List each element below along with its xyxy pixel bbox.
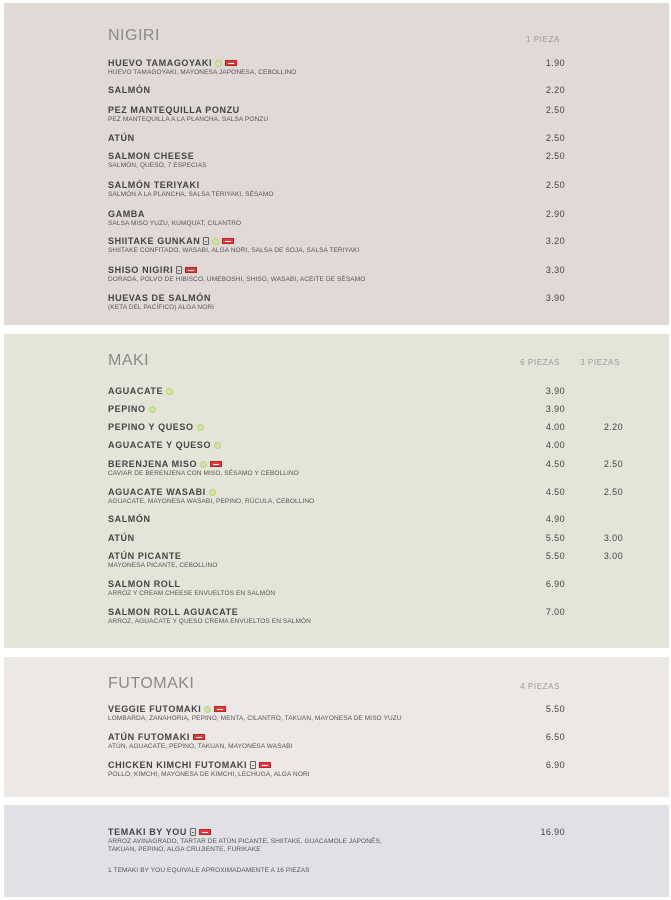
- menu-item: [108, 607, 638, 625]
- container-icon: [250, 761, 256, 769]
- item-name: HUEVO TAMAGOYAKI: [108, 58, 213, 68]
- menu-item: [108, 551, 638, 569]
- leaf-icon: [204, 706, 211, 713]
- menu-item: [108, 293, 638, 311]
- footnote: 1 TEMAKI BY YOU EQUIVALE APROXIMADAMENTE A 16 PIEZAS: [108, 867, 310, 874]
- item-name: AGUACATE Y QUESO: [108, 440, 212, 450]
- item-name: SALMÓN: [108, 85, 151, 95]
- spicy-badge-icon: [259, 762, 271, 768]
- item-description: CAVIAR DE BERENJENA CON MISO, SÉSAMO Y CEBOLLINO: [108, 470, 299, 477]
- item-price-small: 3.00: [603, 533, 623, 543]
- item-price: 2.50: [545, 133, 565, 143]
- item-price: 6.90: [545, 760, 565, 770]
- item-price-small: 2.20: [603, 422, 623, 432]
- column-header: 3 PIEZAS: [580, 358, 620, 367]
- item-name: SALMON ROLL: [108, 579, 181, 589]
- item-price: 2.50: [545, 151, 565, 161]
- container-icon: [203, 237, 209, 245]
- menu-item: [108, 440, 638, 450]
- item-name: PEZ MANTEQUILLA PONZU: [108, 105, 240, 115]
- spicy-badge-icon: [185, 267, 197, 273]
- menu-item: [108, 386, 638, 396]
- spicy-badge-icon: [225, 60, 237, 66]
- leaf-icon: [209, 489, 216, 496]
- menu-item: [108, 265, 638, 283]
- container-icon: [176, 266, 182, 274]
- item-price-small: 3.00: [603, 551, 623, 561]
- item-name: AGUACATE WASABI: [108, 487, 206, 497]
- menu-item: [108, 514, 638, 524]
- item-name: SHISO NIGIRI: [108, 265, 174, 275]
- menu-item: [108, 704, 638, 722]
- item-price: 4.00: [545, 440, 565, 450]
- item-price: 6.50: [545, 732, 565, 742]
- column-header: 4 PIEZAS: [520, 682, 560, 691]
- item-name: SALMÓN TERIYAKI: [108, 180, 200, 190]
- item-price: 3.90: [545, 404, 565, 414]
- section-title: MAKI: [108, 352, 150, 369]
- item-name: SHIITAKE GUNKAN: [108, 236, 201, 246]
- menu-item: [108, 579, 638, 597]
- item-name: SALMON CHEESE: [108, 151, 195, 161]
- item-description: AGUACATE, MAYONESA WASABI, PEPINO, RÚCULA, CEBOLLINO: [108, 498, 315, 505]
- item-description: DORADA, POLVO DE HIBISCO, UMEBOSHI, SHISO, WASABI, ACEITE DE SÉSAMO: [108, 276, 366, 283]
- menu-item: [108, 58, 638, 76]
- menu-item: [108, 180, 638, 198]
- item-description: PEZ MANTEQUILLA A LA PLANCHA, SALSA PONZU: [108, 116, 269, 123]
- item-description: SHIITAKE CONFITADO, WASABI, ALGA NORI, SALSA DE SOJA, SALSA TERIYAKI: [108, 247, 360, 254]
- menu-item: [108, 827, 638, 853]
- temaki-section: [4, 805, 669, 897]
- leaf-icon: [212, 238, 219, 245]
- menu-item: [108, 209, 638, 227]
- item-name: AGUACATE: [108, 386, 164, 396]
- item-name: PEPINO: [108, 404, 146, 414]
- item-name: BERENJENA MISO: [108, 459, 198, 469]
- item-price: 6.90: [545, 579, 565, 589]
- futomaki-section: [4, 657, 669, 797]
- spicy-badge-icon: [199, 829, 211, 835]
- leaf-icon: [166, 388, 173, 395]
- leaf-icon: [200, 461, 207, 468]
- menu-item: [108, 85, 638, 95]
- item-name: CHICKEN KIMCHI FUTOMAKI: [108, 760, 248, 770]
- item-price: 3.90: [545, 386, 565, 396]
- leaf-icon: [149, 406, 156, 413]
- section-title: FUTOMAKI: [108, 675, 195, 692]
- item-name: VEGGIE FUTOMAKI: [108, 704, 202, 714]
- menu-item: [108, 404, 638, 414]
- spicy-badge-icon: [210, 461, 222, 467]
- menu-item: [108, 533, 638, 543]
- menu-item: [108, 487, 638, 505]
- menu-item: [108, 732, 638, 750]
- item-description: POLLO, KIMCHI, MAYONESA DE KIMCHI, LECHUGA, ALGA NORI: [108, 771, 310, 778]
- item-price: 5.50: [545, 551, 565, 561]
- column-header: 1 PIEZA: [526, 35, 560, 44]
- item-description: ATÚN, AGUACATE, PEPINO, TAKUAN, MAYONESA WASABI: [108, 743, 293, 750]
- item-name: SALMON ROLL AGUACATE: [108, 607, 239, 617]
- item-name: ATÚN PICANTE: [108, 551, 182, 561]
- item-description: SALSA MISO YUZU, KUMQUAT, CILANTRO: [108, 220, 242, 227]
- spicy-badge-icon: [222, 238, 234, 244]
- item-price-small: 2.50: [603, 487, 623, 497]
- item-name: ATÚN: [108, 533, 135, 543]
- item-description: SALMÓN A LA PLANCHA, SALSA TERIYAKI, SÉSAMO: [108, 191, 274, 198]
- item-price: 2.50: [545, 180, 565, 190]
- item-price: 4.90: [545, 514, 565, 524]
- item-name: ATÚN: [108, 133, 135, 143]
- item-name: HUEVAS DE SALMÓN: [108, 293, 211, 303]
- item-description: TAKUAN, PEPINO, ALGA CRUJIENTE, FURIKAKE: [108, 846, 261, 853]
- spicy-badge-icon: [214, 706, 226, 712]
- item-price: 16.90: [540, 827, 565, 837]
- item-price-small: 2.50: [603, 459, 623, 469]
- menu-item: [108, 151, 638, 169]
- item-name: TEMAKI BY YOU: [108, 827, 187, 837]
- item-price: 3.90: [545, 293, 565, 303]
- item-description: SALMÓN, QUESO, 7 ESPECIAS: [108, 162, 207, 169]
- item-price: 1.90: [545, 58, 565, 68]
- item-price: 4.50: [545, 459, 565, 469]
- item-price: 2.20: [545, 85, 565, 95]
- item-name: SALMÓN: [108, 514, 151, 524]
- leaf-icon: [214, 442, 221, 449]
- menu-item: [108, 760, 638, 778]
- item-name: ATÚN FUTOMAKI: [108, 732, 190, 742]
- item-description: ARROZ Y CREAM CHEESE ENVUELTOS EN SALMÓN: [108, 590, 276, 597]
- section-title: NIGIRI: [108, 27, 160, 44]
- item-description: LOMBARDA, ZANAHORIA, PEPINO, MENTA, CILANTRO, TAKUAN, MAYONESA DE MISO YUZU: [108, 715, 402, 722]
- item-price: 2.90: [545, 209, 565, 219]
- column-header: 6 PIEZAS: [520, 358, 560, 367]
- nigiri-section: [4, 3, 669, 325]
- item-price: 3.20: [545, 236, 565, 246]
- maki-section: [4, 334, 669, 648]
- container-icon: [190, 828, 196, 836]
- menu-item: [108, 105, 638, 123]
- menu-item: [108, 459, 638, 477]
- item-description: MAYONESA PICANTE, CEBOLLINO: [108, 562, 218, 569]
- item-price: 4.00: [545, 422, 565, 432]
- item-price: 4.50: [545, 487, 565, 497]
- item-name: PEPINO Y QUESO: [108, 422, 194, 432]
- item-price: 5.50: [545, 704, 565, 714]
- item-price: 2.50: [545, 105, 565, 115]
- item-description: ARROZ, AGUACATE Y QUESO CREMA ENVUELTOS EN SALMÓN: [108, 618, 311, 625]
- leaf-icon: [197, 424, 204, 431]
- item-name: GAMBA: [108, 209, 145, 219]
- item-description: HUEVO TAMAGOYAKI, MAYONESA JAPONESA, CEBOLLINO: [108, 69, 297, 76]
- item-description: ARROZ AVINAGRADO, TARTAR DE ATÚN PICANTE, SHIITAKE, GUACAMOLE JAPONÉS,: [108, 838, 382, 845]
- menu-item: [108, 422, 638, 432]
- menu-item: [108, 236, 638, 254]
- leaf-icon: [215, 60, 222, 67]
- item-price: 7.00: [545, 607, 565, 617]
- spicy-badge-icon: [193, 734, 205, 740]
- item-description: (KETA DEL PACÍFICO) ALGA NORI: [108, 304, 215, 311]
- item-price: 3.30: [545, 265, 565, 275]
- menu-item: [108, 133, 638, 143]
- item-price: 5.50: [545, 533, 565, 543]
